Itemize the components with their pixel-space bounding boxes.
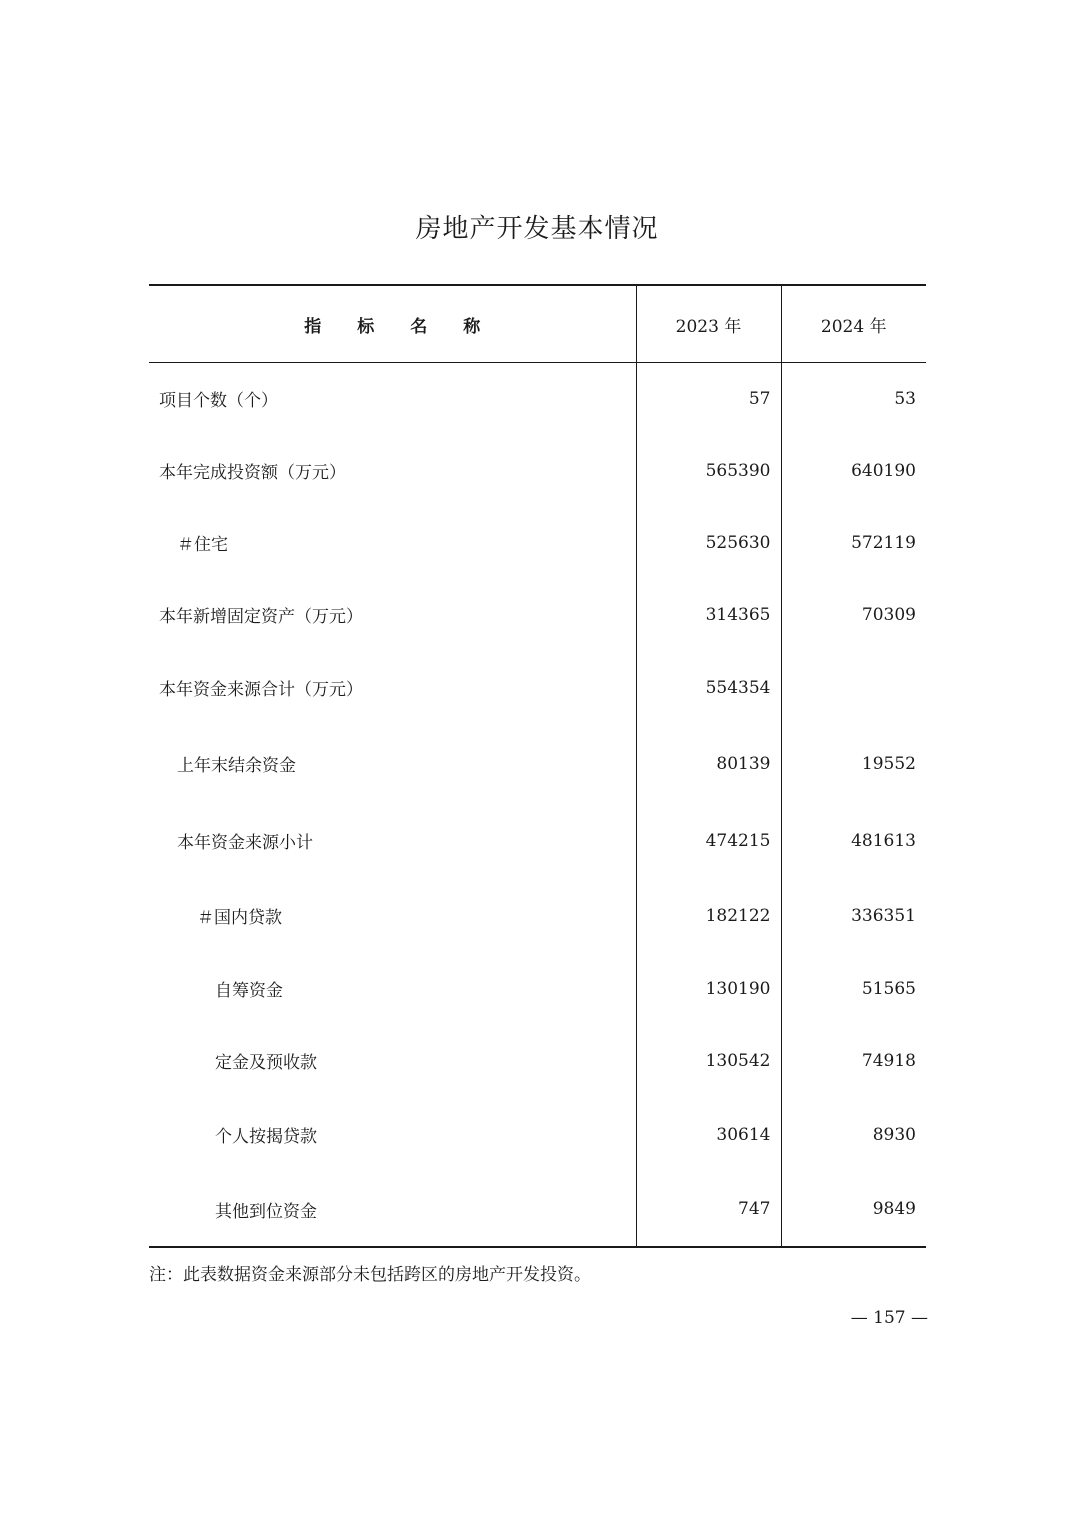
header-char: 名	[410, 316, 428, 337]
row-label: 本年完成投资额（万元）	[159, 463, 346, 483]
row-label: 定金及预收款	[215, 1053, 317, 1073]
table-row	[149, 1025, 926, 1097]
value-2023: 474215	[636, 803, 781, 879]
value-2023: 747	[636, 1173, 781, 1247]
value-2023: 182122	[636, 879, 781, 953]
value-2023: 525630	[636, 507, 781, 579]
row-label: 本年资金来源小计	[177, 833, 313, 853]
table-row	[149, 1097, 926, 1173]
row-label: 个人按揭贷款	[215, 1127, 317, 1147]
value-2024: 8930	[781, 1097, 926, 1173]
data-table	[149, 284, 926, 1248]
row-label: 项目个数（个）	[159, 391, 278, 412]
table-row	[149, 803, 926, 879]
value-2023: 80139	[636, 725, 781, 803]
page-title: 房地产开发基本情况	[415, 214, 659, 244]
value-2024: 19552	[781, 725, 926, 803]
value-2024: 572119	[781, 507, 926, 579]
header-char: 指	[304, 316, 322, 337]
table-row	[149, 651, 926, 725]
row-label: ＃住宅	[177, 535, 228, 555]
table-row	[149, 1173, 926, 1247]
value-2023: 130190	[636, 953, 781, 1025]
column-header-indicator-name	[149, 285, 636, 363]
value-2024: 70309	[781, 579, 926, 651]
value-2023: 57	[636, 363, 781, 435]
row-label: 上年末结余资金	[177, 756, 296, 776]
row-label: 其他到位资金	[215, 1201, 317, 1222]
value-2024: 640190	[781, 435, 926, 507]
value-2024: 336351	[781, 879, 926, 953]
table-row	[149, 725, 926, 803]
page-number: — 157 —	[850, 1308, 928, 1328]
row-label: 自筹资金	[215, 981, 283, 1001]
row-label: 本年资金来源合计（万元）	[159, 680, 363, 700]
value-2024: 53	[781, 363, 926, 435]
table-header-row	[149, 285, 926, 363]
value-2024: 51565	[781, 953, 926, 1025]
row-label: 本年新增固定资产（万元）	[159, 607, 363, 627]
table-row	[149, 579, 926, 651]
value-2023: 565390	[636, 435, 781, 507]
header-char: 标	[357, 316, 375, 337]
value-2023: 130542	[636, 1025, 781, 1097]
data-table-container	[149, 284, 926, 1248]
table-row	[149, 879, 926, 953]
row-label: ＃国内贷款	[197, 908, 282, 928]
table-row	[149, 363, 926, 435]
table-row	[149, 507, 926, 579]
table-row	[149, 953, 926, 1025]
value-2024	[781, 651, 926, 725]
value-2023: 554354	[636, 651, 781, 725]
column-header-2024: 2024 年	[781, 285, 926, 363]
value-2024: 481613	[781, 803, 926, 879]
value-2023: 30614	[636, 1097, 781, 1173]
value-2024: 9849	[781, 1173, 926, 1247]
column-header-2023: 2023 年	[636, 285, 781, 363]
table-footnote: 注：此表数据资金来源部分未包括跨区的房地产开发投资。	[149, 1265, 591, 1285]
table-row	[149, 435, 926, 507]
header-char: 称	[463, 316, 481, 337]
value-2023: 314365	[636, 579, 781, 651]
value-2024: 74918	[781, 1025, 926, 1097]
